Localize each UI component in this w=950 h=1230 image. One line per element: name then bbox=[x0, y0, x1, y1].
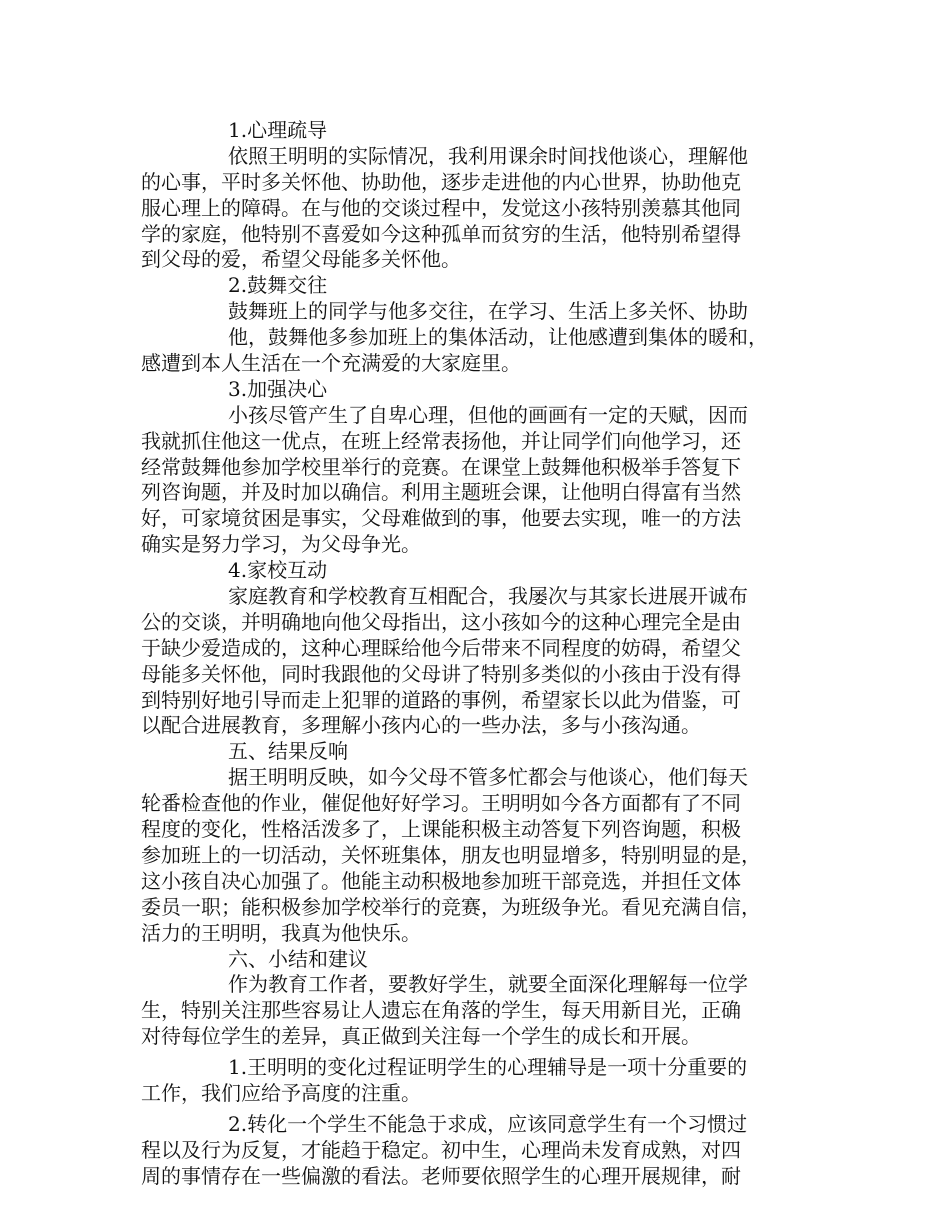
document-body bbox=[141, 118, 821, 1190]
paragraph-line: 经常鼓舞他参加学校里举行的竞赛。在课堂上鼓舞他积极举手答复下 bbox=[141, 454, 741, 479]
paragraph-line: 这小孩自决心加强了。他能主动积极地参加班干部竞选，并担任文体 bbox=[141, 868, 741, 893]
section-heading: 2.鼓舞交往 bbox=[228, 273, 328, 298]
section-heading: 4.家校互动 bbox=[228, 558, 328, 583]
paragraph-line: 据王明明反映，如今父母不管多忙都会与他谈心，他们每天 bbox=[228, 765, 748, 790]
paragraph-line: 工作，我们应给予高度的注重。 bbox=[141, 1080, 421, 1105]
paragraph-line: 程以及行为反复，才能趋于稳定。初中生，心理尚未发育成熟，对四 bbox=[141, 1137, 741, 1162]
paragraph-line: 服心理上的障碍。在与他的交谈过程中，发觉这小孩特别羡慕其他同 bbox=[141, 195, 741, 220]
paragraph-line: 母能多关怀他，同时我跟他的父母讲了特别多类似的小孩由于没有得 bbox=[141, 661, 741, 686]
paragraph-line: 好，可家境贫困是事实，父母难做到的事，他要去实现，唯一的方法 bbox=[141, 506, 741, 531]
paragraph-line: 学的家庭，他特别不喜爱如今这种孤单而贫穷的生活，他特别希望得 bbox=[141, 221, 741, 246]
paragraph-line: 活力的王明明，我真为他快乐。 bbox=[141, 920, 421, 945]
paragraph-line: 于缺少爱造成的，这种心理睬给他今后带来不同程度的妨碍，希望父 bbox=[141, 635, 741, 660]
paragraph-line: 的心事，平时多关怀他、协助他，逐步走进他的内心世界，协助他克 bbox=[141, 169, 741, 194]
paragraph-line: 依照王明明的实际情况，我利用课余时间找他谈心，理解他 bbox=[228, 143, 748, 168]
paragraph-line: 他，鼓舞他多参加班上的集体活动，让他感遭到集体的暖和， bbox=[228, 325, 768, 350]
paragraph-line: 以配合进展教育，多理解小孩内心的一些办法，多与小孩沟通。 bbox=[141, 713, 701, 738]
section-heading: 五、结果反响 bbox=[228, 739, 348, 764]
paragraph-line: 鼓舞班上的同学与他多交往，在学习、生活上多关怀、协助 bbox=[228, 299, 748, 324]
section-heading: 1.心理疏导 bbox=[228, 118, 328, 142]
paragraph-line: 小孩尽管产生了自卑心理，但他的画画有一定的天赋，因而 bbox=[228, 402, 748, 427]
paragraph-line: 生，特别关注那些容易让人遗忘在角落的学生，每天用新目光，正确 bbox=[141, 998, 741, 1023]
paragraph-line: 公的交谈，并明确地向他父母指出，这小孩如今的这种心理完全是由 bbox=[141, 609, 741, 634]
paragraph-line: 对待每位学生的差异，真正做到关注每一个学生的成长和开展。 bbox=[141, 1024, 701, 1049]
section-heading: 3.加强决心 bbox=[228, 376, 328, 401]
paragraph-line: 1.王明明的变化过程证明学生的心理辅导是一项十分重要的 bbox=[228, 1055, 748, 1080]
paragraph-line: 确实是努力学习，为父母争光。 bbox=[141, 532, 421, 557]
paragraph-line: 作为教育工作者，要教好学生，就要全面深化理解每一位学 bbox=[228, 972, 748, 997]
paragraph-line: 感遭到本人生活在一个充满爱的大家庭里。 bbox=[141, 351, 521, 376]
paragraph-line: 家庭教育和学校教育互相配合，我屡次与其家长进展开诚布 bbox=[228, 584, 748, 609]
paragraph-line: 列咨询题，并及时加以确信。利用主题班会课，让他明白得富有当然 bbox=[141, 480, 741, 505]
paragraph-line: 参加班上的一切活动，关怀班集体，朋友也明显增多，特别明显的是， bbox=[141, 842, 761, 867]
paragraph-line: 程度的变化，性格活泼多了，上课能积极主动答复下列咨询题，积极 bbox=[141, 817, 741, 842]
paragraph-line: 委员一职；能积极参加学校举行的竞赛，为班级争光。看见充满自信， bbox=[141, 894, 761, 919]
paragraph-line: 我就抓住他这一优点，在班上经常表扬他，并让同学们向他学习，还 bbox=[141, 428, 741, 453]
paragraph-line: 到父母的爱，希望父母能多关怀他。 bbox=[141, 247, 461, 272]
paragraph-line: 2.转化一个学生不能急于求成，应该同意学生有一个习惯过 bbox=[228, 1111, 748, 1136]
paragraph-line: 到特别好地引导而走上犯罪的道路的事例，希望家长以此为借鉴，可 bbox=[141, 687, 741, 712]
paragraph-line: 周的事情存在一些偏激的看法。老师要依照学生的心理开展规律，耐 bbox=[141, 1163, 741, 1188]
section-heading: 六、小结和建议 bbox=[228, 946, 368, 971]
paragraph-line: 轮番检查他的作业，催促他好好学习。王明明如今各方面都有了不同 bbox=[141, 791, 741, 816]
